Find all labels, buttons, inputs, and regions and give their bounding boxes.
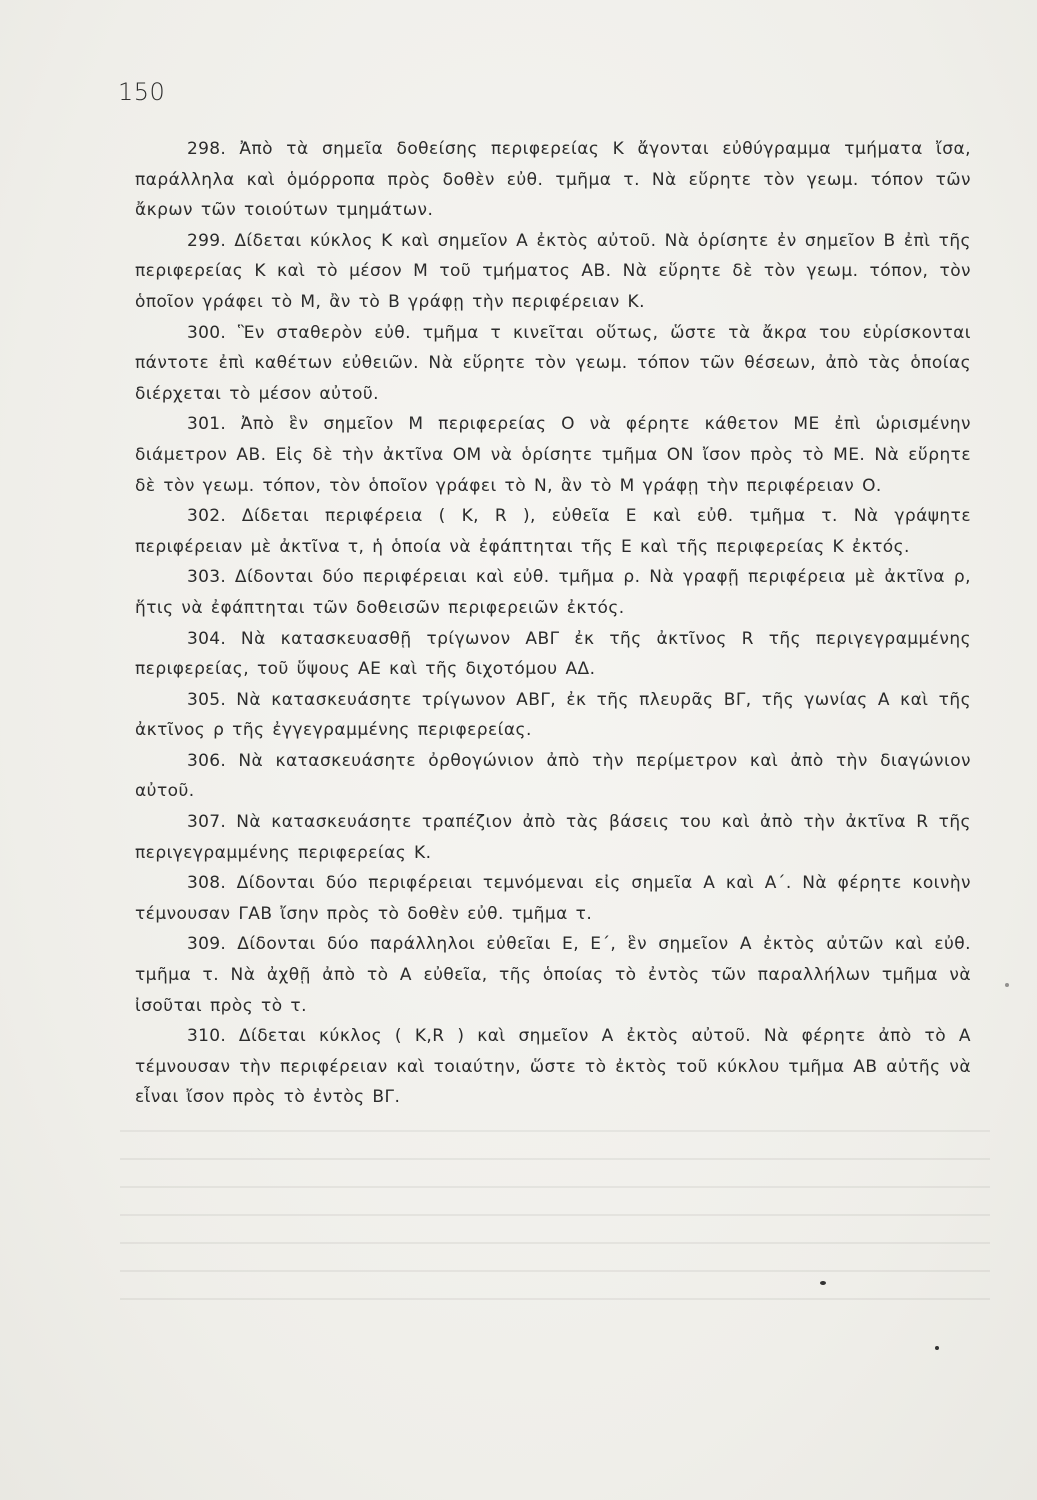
bleed-line: [120, 1186, 990, 1188]
problem-text: Ἓν σταθερὸν εὐθ. τμῆμα τ κινεῖται οὕτως, ὥστε τὰ ἄκρα του εὑρίσκονται πάντοτε ἐπὶ καθέτων εὐθειῶν. Νὰ εὕρητε τὸν γεωμ. τόπον τῶν θέσεων, ἀπὸ τὰς ὁποίας διέρχεται τὸ μέσον αὐτοῦ.: [135, 322, 971, 404]
problem-number: 307.: [187, 812, 227, 833]
problem-text: Δίδονται δύο παράλληλοι εὐθεῖαι Ε, Ε΄, ἓν σημεῖον Α ἐκτὸς αὐτῶν καὶ εὐθ. τμῆμα τ. Νὰ ἀχθῇ ἀπὸ τὸ Α εὐθεῖα, τῆς ὁποίας τὸ ἐντὸς τῶν παραλλήλων τμῆμα νὰ ἰσοῦται πρὸς τὸ τ.: [135, 934, 971, 1016]
problem-text: Νὰ κατασκευάσητε ὀρθογώνιον ἀπὸ τὴν περίμετρον καὶ ἀπὸ τὴν διαγώνιον αὐτοῦ.: [135, 750, 972, 802]
problem-text: Δίδεται κύκλος ( Κ,R ) καὶ σημεῖον Α ἐκτὸς αὐτοῦ. Νὰ φέρητε ἀπὸ τὸ Α τέμνουσαν τὴν περιφέρειαν καὶ τοιαύτην, ὥστε τὸ ἐκτὸς τοῦ κύκλου τμῆμα ΑΒ αὐτῆς νὰ εἶναι ἴσον πρὸς τὸ ἐντὸς ΒΓ.: [135, 1026, 971, 1108]
bleed-line: [120, 1298, 990, 1300]
problem-307: [135, 807, 971, 868]
problem-text: Νὰ κατασκευάσητε τρίγωνον ΑΒΓ, ἐκ τῆς πλευρᾶς ΒΓ, τῆς γωνίας Α καὶ τῆς ἀκτῖνος ρ τῆς ἐγγεγραμμένης περιφερείας.: [135, 689, 972, 741]
problem-text: Νὰ κατασκευασθῇ τρίγωνον ΑΒΓ ἐκ τῆς ἀκτῖνος R τῆς περιγεγραμμένης περιφερείας, τοῦ ὕψους ΑΕ καὶ τῆς διχοτόμου ΑΔ.: [135, 628, 971, 680]
problem-302: [135, 501, 971, 562]
problem-text: Ἀπὸ τὰ σημεῖα δοθείσης περιφερείας Κ ἄγονται εὐθύγραμμα τμήματα ἴσα, παράλληλα καὶ ὁμόρροπα πρὸς δοθὲν εὐθ. τμῆμα τ. Νὰ εὕρητε τὸν γεωμ. τόπον τῶν ἄκρων τῶν τοιούτων τμημάτων.: [135, 139, 971, 221]
page-number: 150: [118, 78, 166, 106]
problem-309: [135, 929, 971, 1021]
problem-number: 298.: [187, 139, 227, 159]
problem-text: Νὰ κατασκευάσητε τραπέζιον ἀπὸ τὰς βάσεις του καὶ ἀπὸ τὴν ἀκτῖνα R τῆς περιγεγραμμένης περιφερείας Κ.: [135, 812, 971, 863]
scan-speck: [935, 1346, 939, 1350]
problem-number: 303.: [187, 567, 227, 588]
bleed-through-shadow: [120, 1130, 990, 1380]
problem-text: Δίδεται κύκλος Κ καὶ σημεῖον Α ἐκτὸς αὐτοῦ. Νὰ ὁρίσητε ἐν σημεῖον Β ἐπὶ τῆς περιφερείας Κ καὶ τὸ μέσον Μ τοῦ τμήματος ΑΒ. Νὰ εὕρητε δὲ τὸν γεωμ. τόπον, τὸν ὁποῖον γράφει τὸ Μ, ἂν τὸ Β γράφῃ τὴν περιφέρειαν Κ.: [135, 230, 971, 312]
problem-306: [135, 746, 971, 807]
bleed-line: [120, 1270, 990, 1272]
problem-298: [135, 134, 971, 226]
problem-310: [135, 1021, 971, 1113]
problem-304: [135, 624, 971, 685]
problem-299: [135, 226, 971, 318]
problem-text: Δίδονται δύο περιφέρειαι τεμνόμεναι εἰς σημεῖα Α καὶ Α΄. Νὰ φέρητε κοινὴν τέμνουσαν ΓΑΒ ἴσην πρὸς τὸ δοθὲν εὐθ. τμῆμα τ.: [135, 873, 971, 924]
problem-number: 308.: [187, 873, 227, 894]
bleed-line: [120, 1214, 990, 1216]
problem-number: 310.: [187, 1026, 227, 1047]
bleed-line: [120, 1130, 990, 1132]
problem-text: Δίδονται δύο περιφέρειαι καὶ εὐθ. τμῆμα ρ. Νὰ γραφῇ περιφέρεια μὲ ἀκτῖνα ρ, ἥτις νὰ ἐφάπτηται τῶν δοθεισῶν περιφερειῶν ἐκτός.: [135, 567, 971, 618]
problem-number: 302.: [187, 506, 227, 527]
bleed-line: [120, 1242, 990, 1244]
problem-number: 299.: [187, 230, 227, 251]
problem-301: [135, 409, 971, 501]
bleed-line: [120, 1158, 990, 1160]
problem-number: 309.: [187, 934, 227, 955]
scan-speck: [1005, 983, 1009, 987]
problem-305: [135, 685, 971, 746]
problem-number: 304.: [187, 628, 227, 649]
scan-speck: [820, 1281, 826, 1285]
problem-text: Δίδεται περιφέρεια ( Κ, R ), εὐθεῖα Ε καὶ εὐθ. τμῆμα τ. Νὰ γράψητε περιφέρειαν μὲ ἀκτῖνα τ, ἡ ὁποία νὰ ἐφάπτηται τῆς Ε καὶ τῆς περιφερείας Κ ἐκτός.: [135, 506, 971, 557]
problem-number: 301.: [187, 414, 227, 435]
problem-303: [135, 562, 971, 623]
problem-number: 305.: [187, 689, 227, 710]
problem-list: [135, 134, 971, 1113]
problem-300: [135, 318, 971, 410]
problem-text: Ἀπὸ ἓν σημεῖον Μ περιφερείας Ο νὰ φέρητε κάθετον ΜΕ ἐπὶ ὡρισμένην διάμετρον ΑΒ. Εἰς δὲ τὴν ἀκτῖνα ΟΜ νὰ ὁρίσητε τμῆμα ΟΝ ἴσον πρὸς τὸ ΜΕ. Νὰ εὕρητε δὲ τὸν γεωμ. τόπον, τὸν ὁποῖον γράφει τὸ Ν, ἂν τὸ Μ γράφῃ τὴν περιφέρειαν Ο.: [135, 414, 971, 496]
problem-number: 306.: [187, 750, 227, 771]
problem-number: 300.: [187, 322, 227, 343]
problem-308: [135, 868, 971, 929]
